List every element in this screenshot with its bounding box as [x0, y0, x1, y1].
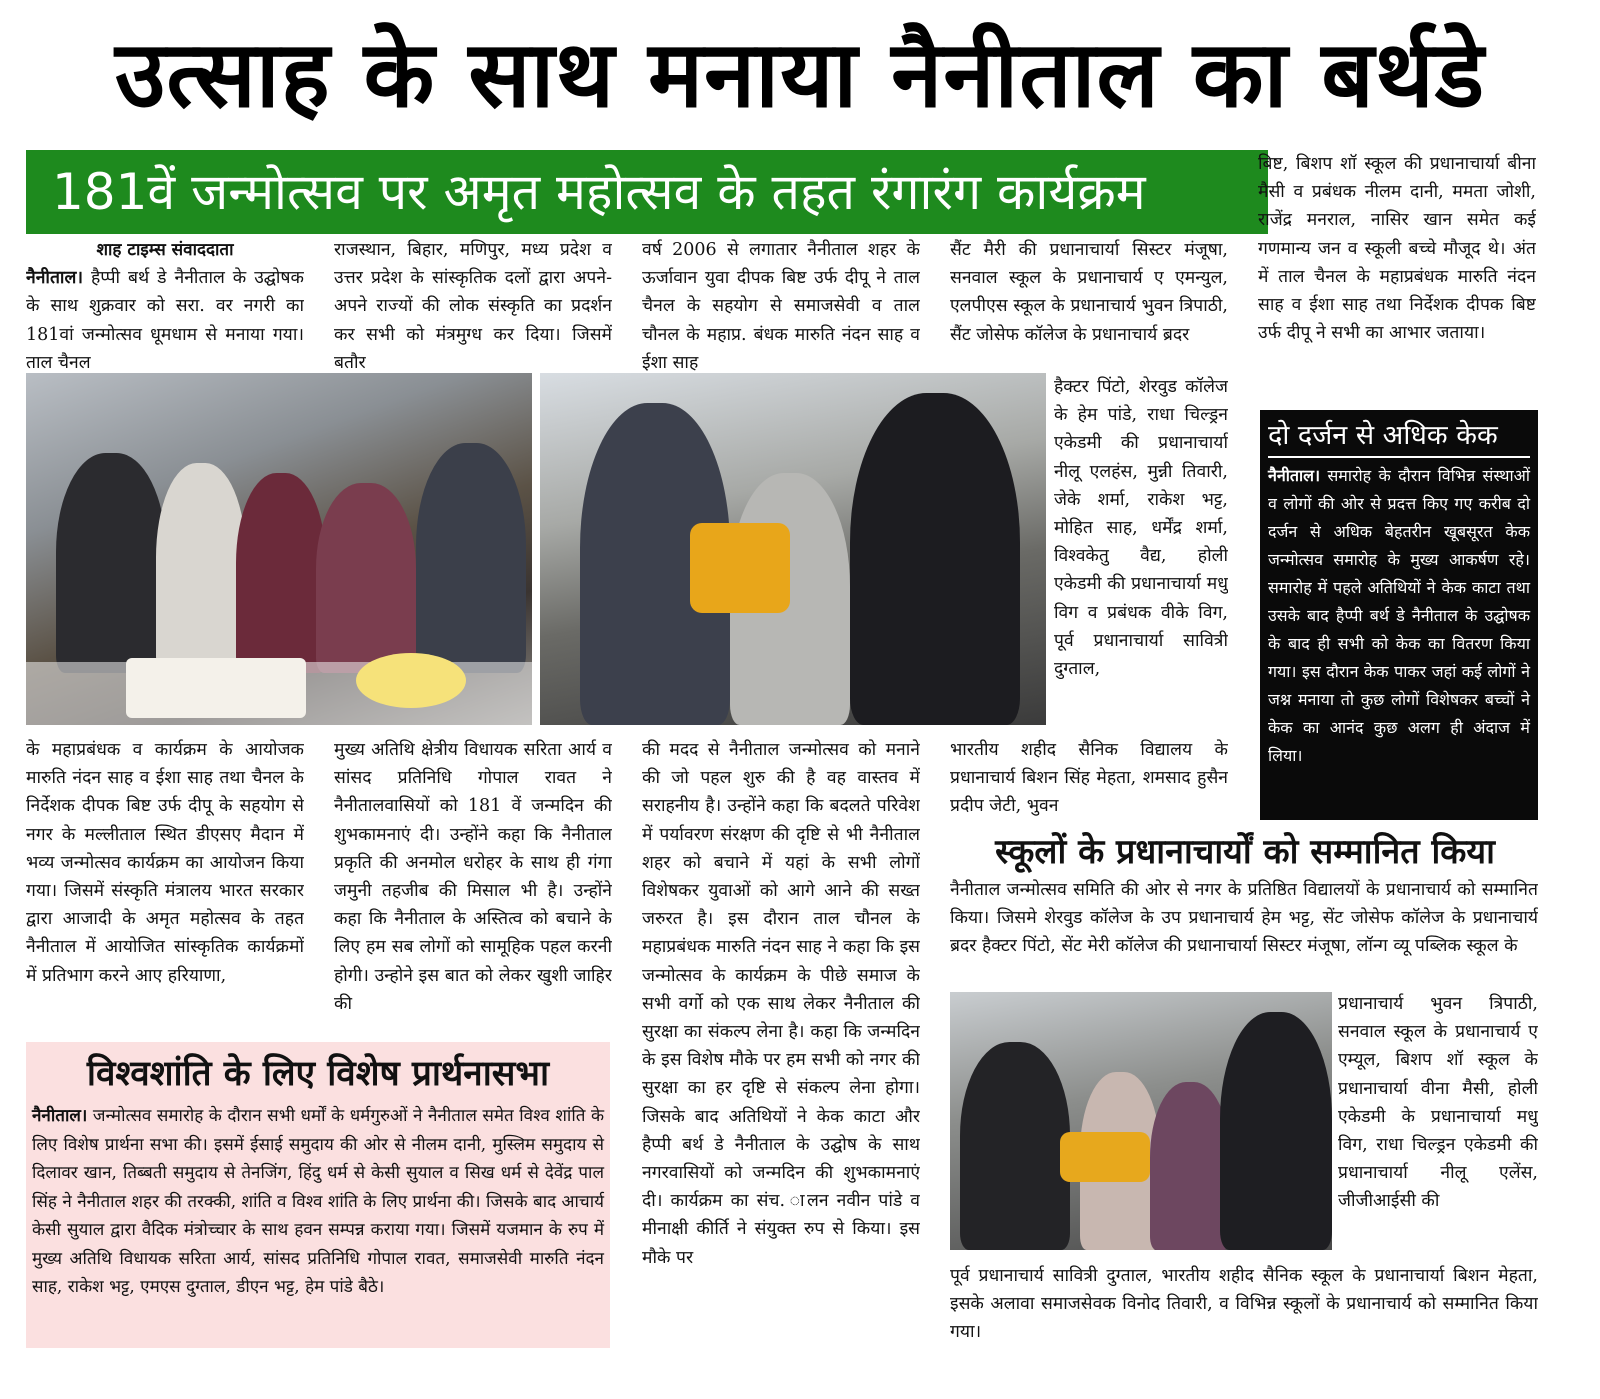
byline: शाह टाइम्स संवाददाता: [96, 240, 234, 260]
photo-honoring: [540, 373, 1046, 725]
prayer-box-title: विश्वशांति के लिए विशेष प्रार्थनासभा: [86, 1054, 550, 1094]
school-section-title: स्कूलों के प्रधानाचार्यों को सम्मानित किया: [995, 832, 1495, 872]
prayer-box-text: जन्मोत्सव समारोह के दौरान सभी धर्मों के धर्मगुरुओं ने नैनीताल समेत विश्व शांति के लिए विशेष प्रार्थना सभा की। इसमें ईसाई समुदाय की ओर से नीलम दानी, मुस्लिम समुदाय से दिलावर खान, तिब्बती समुदाय से तेनजिंग, हिंदु धर्म से केसी सुयाल व सिख धर्म से देवेंद्र पाल सिंह ने नैनीताल शहर की तरक्की, शांति व विश्व शांति के लिए प्रार्थना की। जिसके बाद आचार्य केसी सुयाल द्वारा वैदिक मंत्रोच्चार के साथ हवन सम्पन्न कराया गया। जिसमें यजमान के रुप में मुख्य अतिथि विधायक सरिता आर्य, सांसद प्रतिनिधि गोपाल रावत, समाजसेवी मारुति नंदन साह, राकेश भट्ट, एमएस दुग्ताल, डीएन भट्ट, हेम पांडे बैठे।: [32, 1106, 605, 1297]
cake-box-text: समारोह के दौरान विभिन्न संस्थाओं व लोगों की ओर से प्रदत्त किए गए करीब दो दर्जन से अधिक बेहतरीन खूबसूरत केक जन्मोत्सव समारोह के मुख्य आकर्षण रहे। समारोह में पहले अतिथियों ने केक काटा तथा उसके बाद हैप्पी बर्थ डे नैनीताल के उद्घोषक के बाद ही सभी को केक का वितरण किया गया। इस दौरान केक पाकर जहां कई लोगों ने जश्न मनाया तो कुछ लोगों विशेषकर बच्चों ने केक का आनंद कुछ अलग ही अंदाज में लिया।: [1268, 466, 1530, 765]
column-2-top: राजस्थान, बिहार, मणिपुर, मध्य प्रदेश व उत्तर प्रदेश के सांस्कृतिक दलों द्वारा अपने-अपने राज्यों की लोक संस्कृति का प्रदर्शन कर सभी को मंत्रमुग्ध कर दिया। जिसमें बतौर: [334, 240, 612, 372]
column-5-top: बिष्ट, बिशप शॉ स्कूल की प्रधानाचार्या बीना मैसी व प्रबंधक नीलम दानी, ममता जोशी, राजेंद्र मनराल, नासिर खान समेत कई गणमान्य जन व स्कूली बच्चे मौजूद थे। अंत में ताल चैनल के महाप्रबंधक मारुति नंदन साह व ईशा साह तथा निर्देशक दीपक बिष्ट उर्फ दीपू ने सभी का आभार जताया।: [1258, 154, 1536, 344]
column-1-top-text: हैप्पी बर्थ डे नैनीताल के उद्घोषक के साथ शुक्रवार को सरा. वर नगरी का 181वां जन्मोत्सव धूमधाम से मनाया गया। ताल चैनल: [26, 268, 304, 372]
cake-box-dateline: नैनीताल।: [1268, 466, 1321, 485]
school-section-intro: नैनीताल जन्मोत्सव समिति की ओर से नगर के प्रतिष्ठित विद्यालयों के प्रधानाचार्य को सम्मानित किया। जिसमे शेरवुड कॉलेज के उप प्रधानाचार्य हेम भट्ट, सेंट जोसेफ कॉलेज के प्रधानाचार्य ब्रदर हैक्टर पिंटो, सेंट मेरी कॉलेज की प्रधानाचार्या सिस्टर मंजूषा, लॉन्ग व्यू पब्लिक स्कूल के: [950, 880, 1538, 957]
photo-cake-cutting: [26, 373, 532, 725]
column-1-bottom: के महाप्रबंधक व कार्यक्रम के आयोजक मारुति नंदन साह व ईशा साह तथा चैनल के निर्देशक दीपक बिष्ट उर्फ दीपू के सहयोग से नगर के मल्लीताल स्थित डीएसए मैदान में भव्य जन्मोत्सव कार्यक्रम का आयोजन किया गया। जिसमें संस्कृति मंत्रालय भारत सरकार द्वारा आजादी के अमृत महोत्सव के तहत नैनीताल में आयोजित सांस्कृतिक कार्यक्रमों में प्रतिभाग करने आए हरियाणा,: [26, 740, 304, 986]
cake-box-title: दो दर्जन से अधिक केक: [1268, 416, 1530, 458]
school-section-side: प्रधानाचार्य भुवन त्रिपाठी, सनवाल स्कूल के प्रधानाचार्य ए एम्यूल, बिशप शॉ स्कूल के प्रधानाचार्या वीना मैसी, होली एकेडमी के प्रधानाचार्या मधु विग, राधा चिल्ड्रन एकेडमी की प्रधानाचार्या नीलू एलेंस, जीजीआईसी की: [1338, 994, 1538, 1212]
column-4-bottom: भारतीय शहीद सैनिक विद्यालय के प्रधानाचार्य बिशन सिंह मेहता, शमसाद हुसैन प्रदीप जेटी, भुवन: [950, 740, 1228, 817]
headline: उत्साह के साथ मनाया नैनीताल का बर्थडे: [115, 21, 1485, 128]
column-3-bottom: की मदद से नैनीताल जन्मोत्सव को मनाने की जो पहल शुरु की है वह वास्तव में सराहनीय है। उन्होंने कहा कि बदलते परिवेश में पर्यावरण संरक्षण की दृष्टि से भी नैनीताल शहर को बचाने में यहां के सभी लोगों विशेषकर युवाओं को आगे आने की सख्त जरुरत है। इस दौरान ताल चौनल के महाप्रबंधक मारुति नंदन साह ने कहा कि इस जन्मोत्सव के कार्यक्रम के पीछे समाज के सभी वर्गो को एक साथ लेकर नैनीताल की सुरक्षा का संकल्प लेना है। कहा कि जन्मदिन के इस विशेष मौके पर हम सभी को नगर की सुरक्षा का हर दृष्टि से संकल्प लेना होगा। जिसके बाद अतिथियों ने केक काटा और हैप्पी बर्थ डे नैनीताल के उद्घोष के साथ नगरवासियों को जन्मदिन की शुभकामनाएं दी। कार्यक्रम का संच. ालन नवीन पांडे व मीनाक्षी कीर्ति ने संयुक्त रुप से किया। इस मौके पर: [642, 740, 920, 1268]
photo-principals: [950, 992, 1332, 1250]
column-1-top: [26, 236, 304, 372]
prayer-box: [26, 1042, 610, 1348]
subheadline-banner: 181वें जन्मोत्सव पर अमृत महोत्सव के तहत रंगारंग कार्यक्रम: [26, 150, 1268, 234]
column-2-bottom: मुख्य अतिथि क्षेत्रीय विधायक सरिता आर्य व सांसद प्रतिनिधि गोपाल रावत ने नैनीतालवासियों को 181 वें जन्मदिन की शुभकामनाएं दी। उन्होंने कहा कि नैनीताल प्रकृति की अनमोल धरोहर के साथ ही गंगा जमुनी तहजीब की मिसाल भी है। उन्होंने कहा कि नैनीताल के अस्तित्व को बचाने के लिए हम सब लोगों को सामूहिक पहल करनी होगी। उन्होने इस बात को लेकर खुशी जाहिर की: [334, 740, 612, 1014]
dateline: नैनीताल।: [26, 268, 83, 289]
school-section-bottom: पूर्व प्रधानाचार्य सावित्री दुग्ताल, भारतीय शहीद सैनिक स्कूल के प्रधानाचार्या बिशन मेहता, इसके अलावा समाजसेवक विनोद तिवारी, व विभिन्न स्कूलों के प्रधानाचार्य को सम्मानित किया गया।: [950, 1266, 1538, 1343]
column-4-side: हैक्टर पिंटो, शेरवुड कॉलेज के हेम पांडे, राधा चिल्ड्रन एकेडमी की प्रधानाचार्या नीलू एलहंस, मुन्नी तिवारी, जेके शर्मा, राकेश भट्ट, मोहित साह, धर्मेंद्र शर्मा, विश्वकेतु वैद्य, होली एकेडमी की प्रधानाचार्या मधु विग व प्रबंधक वीके विग, पूर्व प्रधानाचार्या सावित्री दुग्ताल,: [1054, 377, 1228, 680]
cake-box: [1260, 410, 1538, 820]
column-4-top: सैंट मैरी की प्रधानाचार्या सिस्टर मंजूषा, सनवाल स्कूल के प्रधानाचार्य ए एमन्युल, एलपीएस स्कूल के प्रधानाचार्य भुवन त्रिपाठी, सैंट जोसेफ कॉलेज के प्रधानाचार्य ब्रदर: [950, 240, 1228, 345]
prayer-box-dateline: नैनीताल।: [32, 1106, 88, 1126]
column-3-top: वर्ष 2006 से लगातार नैनीताल शहर के ऊर्जावान युवा दीपक बिष्ट उर्फ दीपू ने ताल चैनल के सहयोग से समाजसेवी व ताल चौनल के महाप्र. बंधक मारुति नंदन साह व ईशा साह: [642, 240, 920, 372]
